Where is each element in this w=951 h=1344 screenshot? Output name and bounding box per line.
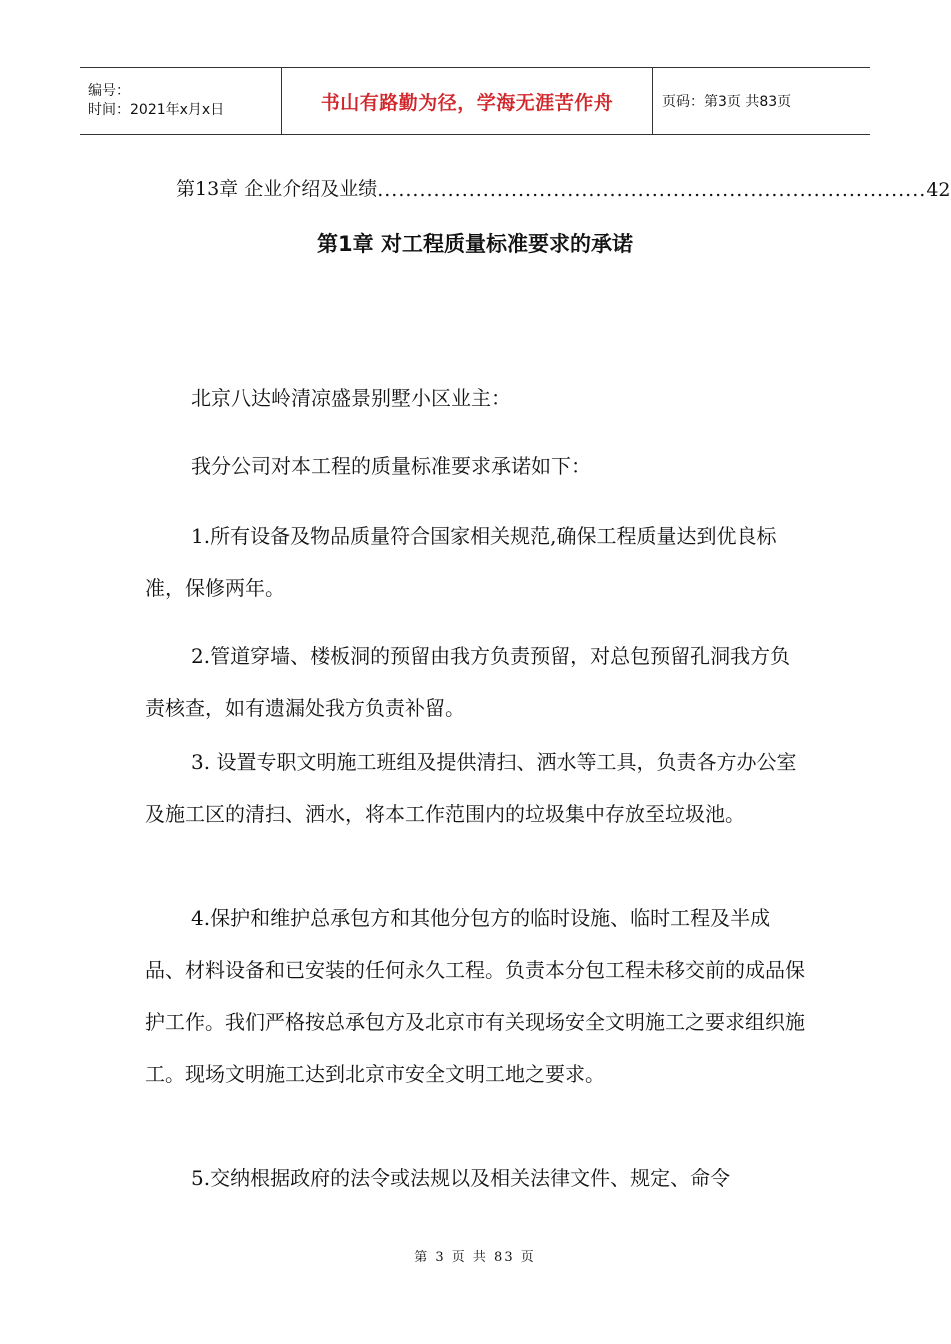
- header-motto: 书山有路勤为径，学海无涯苦作舟: [320, 91, 614, 114]
- document-header: [80, 67, 870, 135]
- salutation-paragraph: [145, 372, 805, 424]
- commitment-item-2: [145, 630, 805, 734]
- toc-entry-page: 42: [926, 179, 951, 201]
- intro-text: 我分公司对本工程的质量标准要求承诺如下：: [191, 454, 591, 478]
- commitment-item-1-text: 1.所有设备及物品质量符合国家相关规范,确保工程质量达到优良标准，保修两年。: [145, 524, 777, 600]
- document-time-label: 时间：2021年x月x日: [88, 102, 225, 118]
- intro-paragraph: [145, 440, 805, 492]
- toc-entry-title: 第13章 企业介绍及业绩: [176, 178, 378, 200]
- toc-leader-dots: ..............................................................................: [377, 179, 927, 201]
- commitment-item-4: [145, 892, 805, 1100]
- salutation: 北京八达岭清凉盛景别墅小区业主：: [191, 386, 511, 410]
- commitment-item-2-text: 2.管道穿墙、楼板洞的预留由我方负责预留，对总包预留孔洞我方负责核查，如有遗漏处我方负责补留。: [145, 644, 791, 720]
- header-motto-cell: [281, 68, 653, 134]
- document-number-label: 编号：: [88, 83, 130, 99]
- header-meta: [80, 68, 281, 134]
- toc-entry[interactable]: [176, 171, 951, 201]
- chapter-title: 第1章 对工程质量标准要求的承诺: [317, 232, 633, 256]
- page-footer: 第 3 页 共 83 页: [414, 1250, 536, 1265]
- header-page-cell: [653, 68, 870, 134]
- commitment-item-5-text: 5.交纳根据政府的法令或法规以及相关法律文件、规定、命令: [191, 1166, 731, 1190]
- header-page-info: 页码：第3页 共83页: [662, 94, 792, 110]
- commitment-item-5: [145, 1152, 805, 1204]
- commitment-item-4-text: 4.保护和维护总承包方和其他分包方的临时设施、临时工程及半成品、材料设备和已安装的任何永久工程。负责本分包工程未移交前的成品保护工作。我们严格按总承包方及北京市有关现场安全文明施工之要求组织施工。现场文明施工达到北京市安全文明工地之要求。: [145, 906, 805, 1086]
- commitment-item-3: [145, 736, 805, 840]
- commitment-item-3-text: 3. 设置专职文明施工班组及提供清扫、洒水等工具，负责各方办公室及施工区的清扫、洒水，将本工作范围内的垃圾集中存放至垃圾池。: [145, 750, 797, 826]
- commitment-item-1: [145, 510, 805, 614]
